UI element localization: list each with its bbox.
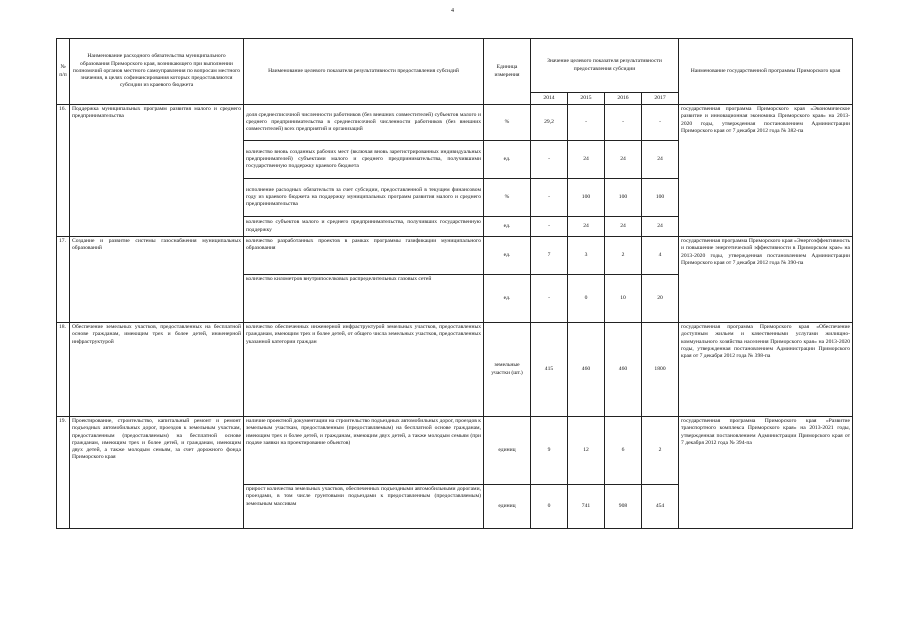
value-cell: - xyxy=(531,141,568,179)
header-year: 2014 xyxy=(531,93,568,105)
value-cell: - xyxy=(531,275,568,323)
page-number: 4 xyxy=(451,8,454,14)
value-cell: 1800 xyxy=(642,323,679,417)
value-cell: - xyxy=(531,217,568,237)
value-cell: 454 xyxy=(642,485,679,529)
value-cell: 20 xyxy=(642,275,679,323)
header-year: 2015 xyxy=(568,93,605,105)
row-number: 16. xyxy=(57,105,70,237)
value-cell: 10 xyxy=(605,275,642,323)
header-program: Наименование государственной программы Приморского края xyxy=(679,39,853,105)
header-year: 2017 xyxy=(642,93,679,105)
value-cell: 460 xyxy=(605,323,642,417)
value-cell: 9 xyxy=(531,417,568,485)
value-cell: - xyxy=(531,179,568,217)
value-cell: 24 xyxy=(642,217,679,237)
value-cell: 12 xyxy=(568,417,605,485)
header-num: № п/п xyxy=(57,39,70,105)
table-row xyxy=(57,237,853,275)
row-number: 17. xyxy=(57,237,70,323)
indicator-unit: единиц xyxy=(484,417,531,485)
value-cell: 4 xyxy=(642,237,679,275)
indicator-unit: земельные участки (шт.) xyxy=(484,323,531,417)
value-cell: 100 xyxy=(642,179,679,217)
indicator-text: количество обеспеченных инженерной инфраструктурой земельных участков, предоставленных гражданам, имеющим трех и более детей, от общего числа земельных участков, предоставленных указанной категории граждан xyxy=(244,323,484,417)
value-cell: 24 xyxy=(568,141,605,179)
header-year: 2016 xyxy=(605,93,642,105)
value-cell: 2 xyxy=(642,417,679,485)
row-obligation: Поддержка муниципальных программ развития малого и среднего предпринимательства xyxy=(70,105,244,237)
value-cell: 741 xyxy=(568,485,605,529)
indicator-text: доля среднесписочной численности работников (без внешних совместителей) субъектов малого и среднего предпринимательства в среднесписочной численности работников (без внешних совместителей) всех предприятий и организаций xyxy=(244,105,484,141)
indicator-unit: ед. xyxy=(484,217,531,237)
value-cell: 29,2 xyxy=(531,105,568,141)
indicator-text: наличие проектной документации на строительство подъездных автомобильных дорог, проездов к земельным участкам, предоставленным (предоставляемым) на бесплатной основе гражданам, имеющим трех и более детей, и гражданам, имеющим двух детей, а также молодым семьям (при подаче заявки на проектирование объектов) xyxy=(244,417,484,485)
indicator-text: исполнение расходных обязательств за счет субсидии, предоставленной в текущем финансовом году из краевого бюджета на поддержку муниципальных программ развития малого и среднего предпринимательства xyxy=(244,179,484,217)
value-cell: 460 xyxy=(568,323,605,417)
value-cell: 100 xyxy=(605,179,642,217)
value-cell: 24 xyxy=(605,141,642,179)
value-cell: 2 xyxy=(605,237,642,275)
value-cell: 24 xyxy=(568,217,605,237)
value-cell: - xyxy=(642,105,679,141)
row-number: 19. xyxy=(57,417,70,529)
indicator-unit: ед. xyxy=(484,141,531,179)
row-obligation: Обеспечение земельных участков, предоставленных на бесплатной основе гражданам, имеющим трех и более детей, инженерной инфраструктурой xyxy=(70,323,244,417)
row-number: 18. xyxy=(57,323,70,417)
value-cell: 0 xyxy=(531,485,568,529)
table-row xyxy=(57,323,853,417)
row-program: государственная программа Приморского края «Обеспечение доступным жильем и качественными услугами жилищно-коммунального хозяйства населения Приморского края» на 2013-2020 годы, утвержденная постановлением Администрации Приморского края от 7 декабря 2012 года № 398-па xyxy=(679,323,853,417)
header-values: Значение целевого показателя результативности предоставления субсидии xyxy=(531,39,679,93)
indicator-unit: ед. xyxy=(484,275,531,323)
indicator-text: прирост количества земельных участков, обеспеченных подъездными автомобильными дорогами, проездами, в том числе грунтовыми подъездами к предоставленным (предоставляемым) земельным массивам xyxy=(244,485,484,529)
value-cell: - xyxy=(605,105,642,141)
value-cell: - xyxy=(568,105,605,141)
value-cell: 908 xyxy=(605,485,642,529)
table-row xyxy=(57,105,853,141)
row-program: государственная программа Приморского края «Экономическое развитие и инновационная экономика Приморского края» на 2013-2020 годы, утвержденная постановлением Администрации Приморского края от 7 декабря 2012 года № 382-па xyxy=(679,105,853,237)
indicator-text: количество субъектов малого и среднего предпринимательства, получивших государственную поддержку xyxy=(244,217,484,237)
value-cell: 0 xyxy=(568,275,605,323)
table-row xyxy=(57,417,853,485)
value-cell: 7 xyxy=(531,237,568,275)
indicator-unit: % xyxy=(484,105,531,141)
value-cell: 6 xyxy=(605,417,642,485)
header-obligation: Наименование расходного обязательства муниципального образования Приморского края, возникающего при выполнении полномочий органов местного самоуправления по вопросам местного значения, в целях софинансирования которых предоставляются субсидии из краевого бюджета xyxy=(70,39,244,105)
value-cell: 3 xyxy=(568,237,605,275)
row-program: государственная программа Приморского края «Развитие транспортного комплекса Приморского края» на 2013-2021 годы, утвержденная постановлением Администрации Приморского края от 7 декабря 2012 года № 394-па xyxy=(679,417,853,529)
header-indicator: Наименование целевого показателя результативности предоставления субсидий xyxy=(244,39,484,105)
indicator-text: количество километров внутрипоселковых распределительных газовых сетей xyxy=(244,275,484,323)
indicator-unit: % xyxy=(484,179,531,217)
subsidy-indicators-table xyxy=(56,38,853,529)
row-obligation: Создание и развитие системы газоснабжения муниципальных образований xyxy=(70,237,244,323)
value-cell: 100 xyxy=(568,179,605,217)
row-obligation: Проектирование, строительство, капитальный ремонт и ремонт подъездных автомобильных дорог, проездов к земельным участкам, предоставленным (предоставляемым) на бесплатной основе гражданам, имеющим трех и более детей, и гражданам, имеющим двух детей, а также молодым семьям, за счет дорожного фонда Приморского края xyxy=(70,417,244,529)
indicator-unit: единиц xyxy=(484,485,531,529)
value-cell: 24 xyxy=(642,141,679,179)
indicator-unit: ед. xyxy=(484,237,531,275)
value-cell: 24 xyxy=(605,217,642,237)
header-unit: Единица измерения xyxy=(484,39,531,105)
indicator-text: количество разработанных проектов в рамках программы газификации муниципального образования xyxy=(244,237,484,275)
indicator-text: количество вновь созданных рабочих мест (включая вновь зарегистрированных индивидуальных предпринимателей) субъектами малого и среднего предпринимательства, получившими государственную поддержку краевого бюджета xyxy=(244,141,484,179)
row-program: государственная программа Приморского края «Энергоэффективность и повышение энергетической эффективности в Приморском крае» на 2013-2020 годы, утвержденная постановлением Администрации Приморского края от 7 декабря 2012 года № 390-па xyxy=(679,237,853,323)
value-cell: 415 xyxy=(531,323,568,417)
